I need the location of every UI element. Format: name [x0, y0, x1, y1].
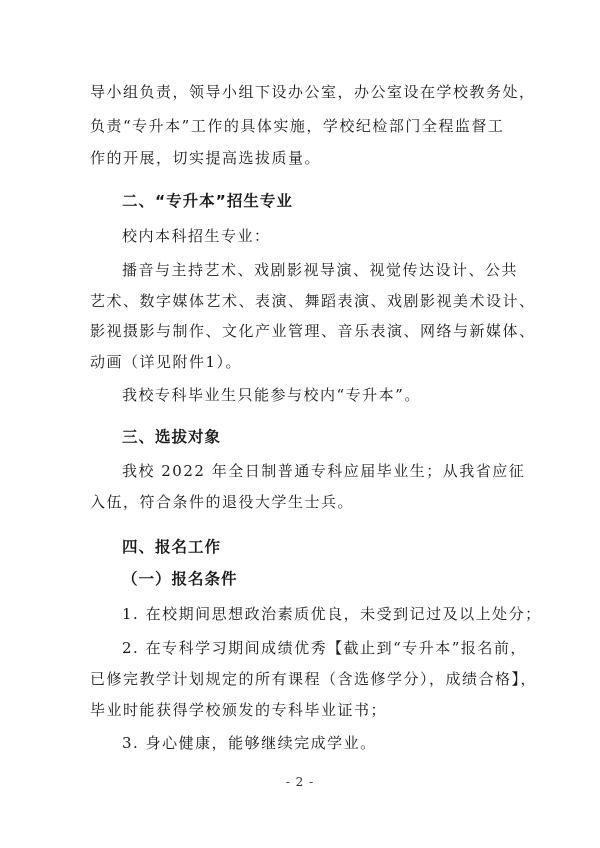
list-item: 1. 在校期间思想政治素质优良，未受到记过及以上处分； [122, 605, 542, 623]
section-heading-3: 三、选拔对象 [122, 428, 222, 446]
paragraph-line: 我校专科毕业生只能参与校内“专升本”。 [122, 386, 421, 404]
paragraph-line: 动画（详见附件1）。 [90, 353, 243, 371]
paragraph-line: 影视摄影与制作、文化产业管理、音乐表演、网络与新媒体、 [90, 322, 536, 340]
paragraph-line: 已修完教学计划规定的所有课程（含选修学分），成绩合格】， [90, 670, 538, 688]
subsection-heading: （一）报名条件 [122, 570, 238, 588]
paragraph-line: 播音与主持艺术、戏剧影视导演、视觉传达设计、公共 [122, 261, 519, 279]
paragraph-line: 作的开展，切实提高选拔质量。 [90, 149, 322, 167]
page-number: - 2 - [285, 775, 315, 789]
paragraph-line: 艺术、数字媒体艺术、表演、舞蹈表演、戏剧影视美术设计、 [90, 292, 536, 310]
list-item: 2. 在专科学习期间成绩优秀【截止到“专升本”报名前， [122, 639, 527, 657]
section-heading-4: 四、报名工作 [122, 538, 222, 556]
paragraph-line: 毕业时能获得学校颁发的专科毕业证书； [90, 701, 388, 719]
paragraph-line: 入伍，符合条件的退役大学生士兵。 [90, 493, 355, 511]
section-heading-2: 二、“专升本”招生专业 [122, 192, 293, 210]
list-item: 3. 身心健康，能够继续完成学业。 [122, 734, 377, 752]
paragraph-line: 导小组负责，领导小组下设办公室，办公室设在学校教务处， [90, 83, 536, 101]
paragraph-line: 负责“专升本”工作的具体实施，学校纪检部门全程监督工 [90, 117, 505, 135]
paragraph-line: 我校 2022 年全日制普通专科应届毕业生；从我省应征 [122, 462, 526, 480]
paragraph-line: 校内本科招生专业： [122, 227, 271, 245]
